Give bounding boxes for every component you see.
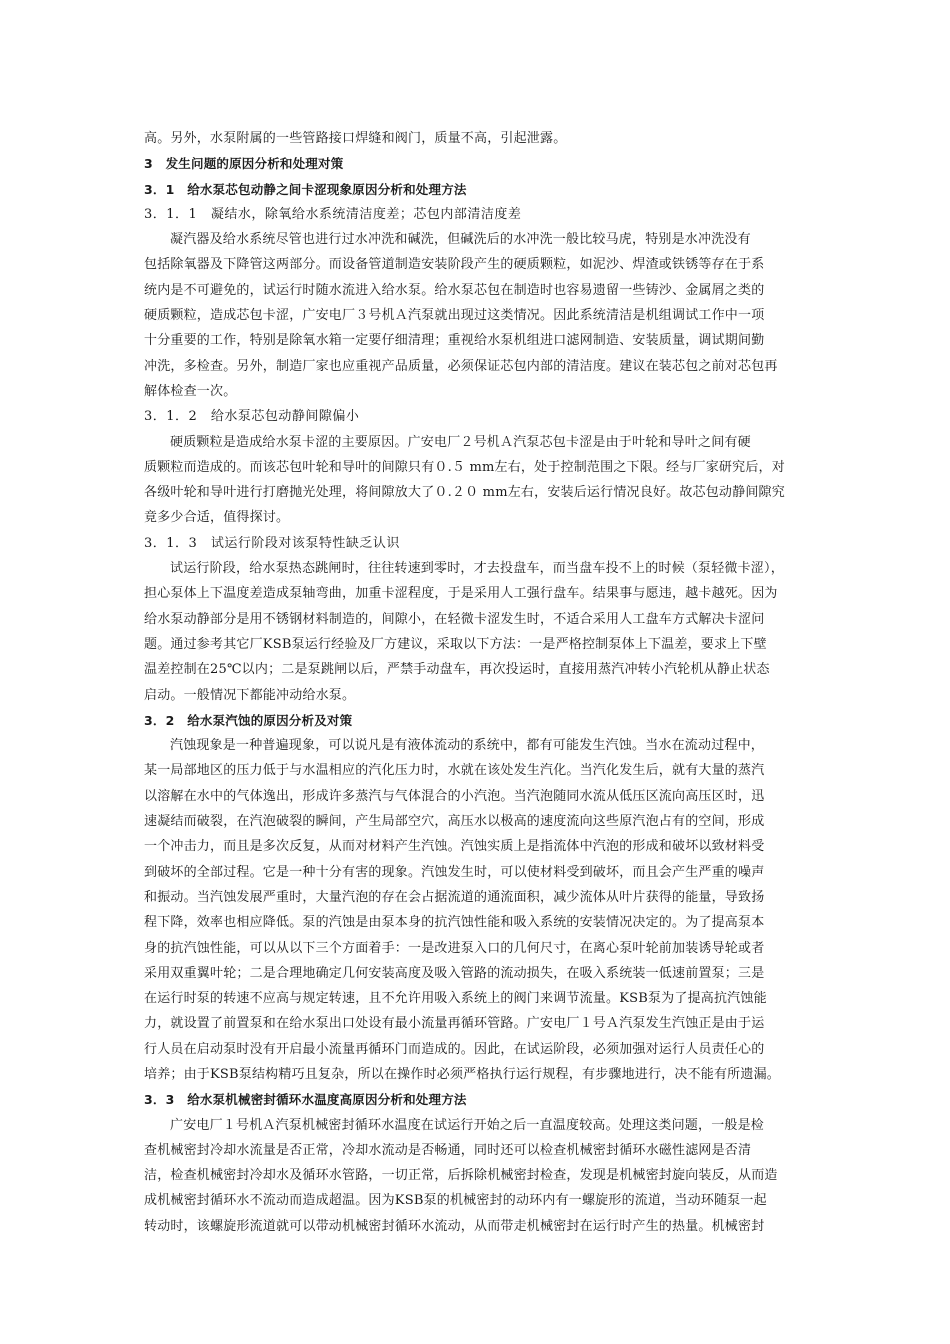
section-heading: 3 发生问题的原因分析和处理对策 — [144, 156, 344, 172]
paragraph-line: 十分重要的工作，特别是除氧水箱一定要仔细清理；重视给水泵机组进口滤网制造、安装质量，调试期间勤 — [144, 333, 765, 349]
section-heading: 3．2 给水泵汽蚀的原因分析及对策 — [144, 712, 353, 728]
paragraph-line: 试运行阶段，给水泵热态跳闸时，往往转速到零时，才去投盘车，而当盘车投不上的时候（泵轻微卡涩）， — [170, 561, 784, 577]
paragraph-line: 竟多少合适，值得探讨。 — [144, 510, 290, 526]
paragraph-line: 硬质颗粒，造成芯包卡涩，广安电厂３号机Ａ汽泵就出现过这类情况。因此系统清洁是机组调试工作中一项 — [144, 308, 765, 324]
paragraph-line: 包括除氧器及下降管这两部分。而设备管道制造安装阶段产生的硬质颗粒，如泥沙、焊渣或铁锈等存在于系 — [144, 257, 765, 273]
paragraph-line: 硬质颗粒是造成给水泵卡涩的主要原因。广安电厂２号机Ａ汽泵芯包卡涩是由于叶轮和导叶之间有硬 — [170, 434, 751, 450]
paragraph-line: 各级叶轮和导叶进行打磨抛光处理，将间隙放大了０.２０ mm左右，安装后运行情况良好。故芯包动静间隙究 — [144, 485, 785, 501]
paragraph-line: 质颗粒而造成的。而该芯包叶轮和导叶的间隙只有０.５ mm左右，处于控制范围之下限。经与厂家研究后，对 — [144, 459, 785, 475]
paragraph-line: 程下降，效率也相应降低。泵的汽蚀是由泵本身的抗汽蚀性能和吸入系统的安装情况决定的。为了提高泵本 — [144, 915, 765, 931]
paragraph-line: 凝汽器及给水系统尽管也进行过水冲洗和碱洗，但碱洗后的水冲洗一般比较马虎，特别是水冲洗没有 — [170, 232, 751, 248]
paragraph-line: 温差控制在25℃以内；二是泵跳闸以后，严禁手动盘车，再次投运时，直接用蒸汽冲转小汽轮机从静止状态 — [144, 662, 770, 678]
paragraph-line: 冲洗，多检查。另外，制造厂家也应重视产品质量，必须保证芯包内部的清洁度。建议在装芯包之前对芯包再 — [144, 358, 778, 374]
paragraph-line: 行人员在启动泵时没有开启最小流量再循环门而造成的。因此，在试运阶段，必须加强对运行人员责任心的 — [144, 1041, 765, 1057]
paragraph-line: 培养；由于KSB泵结构精巧且复杂，所以在操作时必须严格执行运行规程，有步骤地进行，决不能有所遗漏。 — [144, 1066, 780, 1082]
paragraph-line: 成机械密封循环水不流动而造成超温。因为KSB泵的机械密封的动环内有一螺旋形的流道，当动环随泵一起 — [144, 1193, 767, 1209]
paragraph-line: 洁，检查机械密封冷却水及循环水管路，一切正常，后拆除机械密封检查，发现是机械密封旋向装反，从而造 — [144, 1168, 778, 1184]
document-page — [144, 126, 808, 1239]
paragraph-line: 广安电厂１号机Ａ汽泵机械密封循环水温度在试运行开始之后一直温度较高。处理这类问题，一般是检 — [170, 1117, 765, 1133]
paragraph-line: 统内是不可避免的，试运行时随水流进入给水泵。给水泵芯包在制造时也容易遗留一些铸沙、金属屑之类的 — [144, 282, 765, 298]
paragraph-line: 力，就设置了前置泵和在给水泵出口处设有最小流量再循环管路。广安电厂１号Ａ汽泵发生汽蚀正是由于运 — [144, 1016, 765, 1032]
paragraph-line: 高。另外，水泵附属的一些管路接口焊缝和阀门，质量不高，引起泄露。 — [144, 131, 567, 146]
section-heading: 3．1 给水泵芯包动静之间卡涩现象原因分析和处理方法 — [144, 181, 467, 197]
paragraph-line: 和振动。当汽蚀发展严重时，大量汽泡的存在会占据流道的通流面积，减少流体从叶片获得的能量，导致扬 — [144, 889, 765, 905]
paragraph-line: 解体检查一次。 — [144, 383, 237, 399]
paragraph-line: 以溶解在水中的气体逸出，形成许多蒸汽与气体混合的小汽泡。当汽泡随同水流从低压区流向高压区时，迅 — [144, 788, 765, 804]
section-heading: 3．3 给水泵机械密封循环水温度高原因分析和处理方法 — [144, 1092, 467, 1108]
paragraph-line: 身的抗汽蚀性能，可以从以下三个方面着手：一是改进泵入口的几何尺寸，在离心泵叶轮前加装诱导轮或者 — [144, 940, 765, 956]
subsection-heading: 3．1．1 凝结水，除氧给水系统清洁度差；芯包内部清洁度差 — [144, 206, 522, 222]
paragraph-line: 转动时，该螺旋形流道就可以带动机械密封循环水流动，从而带走机械密封在运行时产生的热量。机械密封 — [144, 1218, 765, 1234]
paragraph-line: 到破坏的全部过程。它是一种十分有害的现象。汽蚀发生时，可以使材料受到破坏，而且会产生严重的噪声 — [144, 864, 765, 880]
subsection-heading: 3．1．2 给水泵芯包动静间隙偏小 — [144, 409, 360, 425]
paragraph-line: 题。通过参考其它厂KSB泵运行经验及厂方建议，采取以下方法：一是严格控制泵体上下温差，要求上下壁 — [144, 636, 767, 652]
paragraph-line: 某一局部地区的压力低于与水温相应的汽化压力时，水就在该处发生汽化。当汽化发生后，就有大量的蒸汽 — [144, 763, 765, 779]
subsection-heading: 3．1．3 试运行阶段对该泵特性缺乏认识 — [144, 535, 400, 551]
paragraph-line: 给水泵动静部分是用不锈钢材料制造的，间隙小，在轻微卡涩发生时，不适合采用人工盘车方式解决卡涩问 — [144, 611, 765, 627]
paragraph-line: 速凝结而破裂，在汽泡破裂的瞬间，产生局部空穴，高压水以极高的速度流向这些原汽泡占有的空间，形成 — [144, 814, 765, 830]
paragraph-line: 担心泵体上下温度差造成泵轴弯曲，加重卡涩程度，于是采用人工强行盘车。结果事与愿违，越卡越死。因为 — [144, 586, 778, 602]
paragraph-line: 查机械密封冷却水流量是否正常，冷却水流动是否畅通，同时还可以检查机械密封循环水磁性滤网是否清 — [144, 1142, 752, 1158]
paragraph-line: 启动。一般情况下都能冲动给水泵。 — [144, 687, 356, 703]
paragraph-line: 采用双重翼叶轮；二是合理地确定几何安装高度及吸入管路的流动损失，在吸入系统装一低速前置泵；三是 — [144, 965, 765, 981]
paragraph-line: 在运行时泵的转速不应高与规定转速，且不允许用吸入系统上的阀门来调节流量。KSB泵为了提高抗汽蚀能 — [144, 991, 767, 1007]
paragraph-line: 一个冲击力，而且是多次反复，从而对材料产生汽蚀。汽蚀实质上是指流体中汽泡的形成和破坏以致材料受 — [144, 839, 765, 855]
paragraph-line: 汽蚀现象是一种普遍现象，可以说凡是有液体流动的系统中，都有可能发生汽蚀。当水在流动过程中， — [170, 738, 765, 754]
